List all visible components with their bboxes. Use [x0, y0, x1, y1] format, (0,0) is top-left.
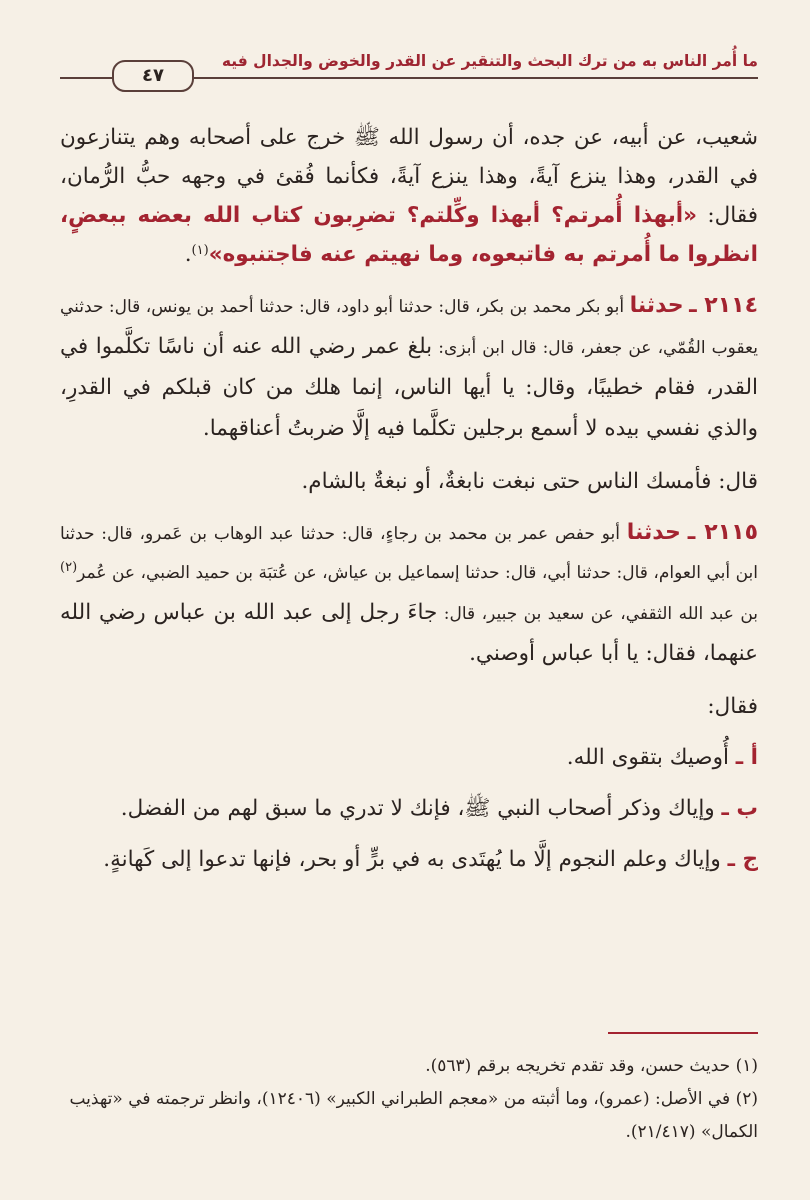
page-header	[60, 48, 758, 98]
footnote-1: (١) حديث حسن، وقد تقدم تخريجه برقم (٥٦٣).	[425, 1056, 758, 1076]
narration-text: شعيب، عن أبيه، عن جده، أن رسول الله ﷺ خرج على أصحابه وهم يتنازعون في القدر، وهذا ينزع آيةً، وهذا ينزع آيةً، فكأنما فُقئ في وجهه حبُّ الرُّمان، فقال:	[60, 125, 759, 228]
item-text: وإياك وعلم النجوم إلَّا ما يُهتَدى به في برٍّ أو بحر، فإنها تدعوا إلى كَهانةٍ.	[103, 847, 721, 872]
main-text	[60, 118, 758, 879]
footnotes	[60, 1050, 758, 1149]
sentence-end: .	[184, 242, 192, 267]
hadith-number: ٢١١٥ ـ	[687, 520, 759, 545]
item-letter: ب ـ	[721, 796, 758, 821]
footnote-marker-1: (١)	[191, 243, 209, 258]
haddathana-label: حدثنا	[626, 520, 681, 545]
item-text: أُوصيك بتقوى الله.	[566, 745, 729, 770]
hadith-2115-isnad	[60, 513, 758, 675]
footnote-2: (٢) في الأصل: (عمرو)، وما أثبته من «معجم الطبراني الكبير» (١٢٤٠٦)، وانظر ترجمته في «تهذيب الكمال» (٢١/٤١٧).	[69, 1089, 758, 1142]
isnad-text: أبو حفص عمر بن محمد بن رجاءٍ، قال: حدثنا عبد الوهاب بن عَمرو، قال: حدثنا ابن أبي العوام، قال: حدثنا أبي، قال: حدثنا إسماعيل بن عياش، عن عُتبَة بن حميد الضبي، عن عُمر	[60, 524, 758, 583]
paragraph-hadith-2113-end	[60, 118, 758, 274]
matn-text: بلغ عمر رضي الله عنه أن ناسًا تكلَّموا في القدر، فقام خطيبًا، وقال: يا أيها الناس، إنما هلك من كان قبلكم في القدرِ، والذي نفسي بيده لا أسمع برجلين تكلَّما فيه إلَّا ضربتُ أعناقهما.	[60, 334, 758, 441]
book-page	[40, 0, 770, 1200]
page-number: ٤٧	[112, 60, 194, 92]
hadith-2114-isnad	[60, 286, 758, 450]
running-title: ما أُمر الناس به من ترك البحث والتنقير عن القدر والخوض والجدال فيه	[221, 52, 758, 70]
prophetic-quote: «أبهذا أُمرتم؟ أبهذا وكِّلتم؟ تضرِبون كتاب الله بعضه ببعضٍ، انظروا ما أُمرتم به فاتبعوه، وما نهيتم عنه فاجتنبوه»	[60, 203, 758, 267]
isnad-text: أبو بكر محمد بن بكر، قال: حدثنا أبو داود، قال: حدثنا أحمد بن يونس، قال: حدثني يعقوب القُمّي، عن جعفر، قال: قال ابن أبزى:	[60, 297, 758, 358]
advice-item-b	[60, 789, 758, 828]
haddathana-label: حدثنا	[629, 293, 684, 318]
item-letter: أ ـ	[735, 745, 758, 770]
isnad-text-cont: بن عبد الله الثقفي، عن سعيد بن جبير، قال:	[443, 604, 758, 624]
footnote-marker-2: (٢)	[60, 560, 78, 575]
hadith-number: ٢١١٤ ـ	[689, 293, 759, 318]
hadith-2114-after: قال: فأمسك الناس حتى نبغت نابغةٌ، أو نبغةٌ بالشام.	[301, 469, 758, 494]
matn-text: جاءَ رجل إلى عبد الله بن عباس رضي الله عنهما، فقال: يا أبا عباس أوصني.	[60, 600, 758, 666]
footnote-separator	[608, 1032, 758, 1034]
item-letter: ج ـ	[727, 847, 758, 872]
item-text: وإياك وذكر أصحاب النبي ﷺ، فإنك لا تدري ما سبق لهم من الفضل.	[120, 796, 715, 821]
faqal-line: فقال:	[707, 694, 758, 719]
advice-item-a	[60, 738, 758, 777]
advice-item-j	[60, 840, 758, 879]
